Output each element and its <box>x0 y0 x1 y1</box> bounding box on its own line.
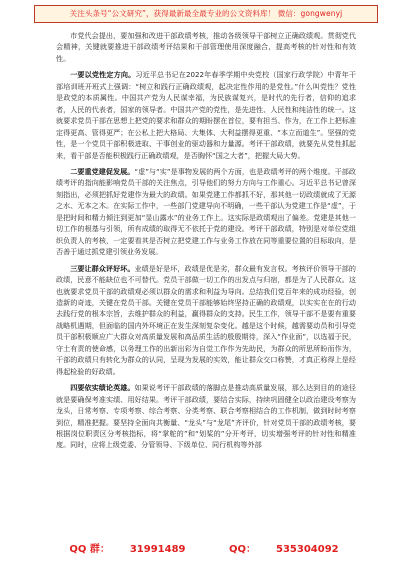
qq-number: 535304092 <box>276 544 339 555</box>
qq-group-label: QQ 群： <box>69 544 110 555</box>
contact-footer <box>0 540 408 555</box>
section-2-body: “虚”与“实”是事物发展的两个方面，也是政绩考评的两个维度。干部政绩考评的指向能影响党员干部的关注焦点，引导他们的努力方向与工作重心。习近平总书记曾深刻指出，必须把抓好党建作为最大的政绩。如果党建工作都抓不好，那其他一切政绩就成了无源之水、无本之木。在实际工作中，一些部门党建导向不明确，一些干部认为党建工作是“虚”，于是把时间和精力倾注到更加“显山露水”的业务工作上。这实际是政绩观出了偏差。党建是其他一切工作的根基与引领，所有成绩的取得无不依托于党的建设。考评干部政绩，特别是对单位党组织负责人的考核，一定要看其是否树立把党建工作与业务工作放在同等重要位置的目标取向，是否善于通过抓党建引领业务发展。 <box>56 166 356 257</box>
section-3 <box>56 263 356 378</box>
section-3-heading: 三要让群众评好坏。 <box>70 263 135 273</box>
section-3-body: 业绩是好是坏，政绩是优是劣，群众最有发言权。考核评价领导干部的政绩，民意不能缺位也不可替代。党员干部做一切工作的出发点与归宿，都是为了人民群众。这也就要求党员干部的政绩观必须以群众的需求和利益为导向。总结我们党百年来的成功经验，创造新的奇迹，关键在党员干部。关键在党员干部能够始终坚持正确的政绩观，以实实在在的行动去践行党的根本宗旨，去维护群众的利益，赢得群众的支持。民生工作，领导干部不是要有重要战略机遇期，但面临的国内外环境正在发生深刻复杂变化。越是这个时候，越需要动员和引导党员干部积极顺应广大群众对高质量发展和高品质生活的殷殷期待，深入“作业面”，以选福于民，守土有责的使命感，以务理工作的出新出彩为自觉工作作为先助民，为群众的所思所盼而作为，干部的政绩只有转化为群众的认同，呈现为发展的实效，能让群众交口称赞，才真正称得上是经得起检验的好政绩。 <box>56 263 356 376</box>
qq-group <box>59 544 195 555</box>
section-4-heading: 四要依实绩论英雄。 <box>70 383 135 393</box>
section-1-body: 习近平总书记在2022年春季学期中央党校（国家行政学院）中青年干部培训班开班式上强调：“树立和践行正确政绩观，起决定性作用的是党性。”什么叫党性？党性是政党的本质属性。中国共产党为人民谋幸福，为民族谋复兴，是时代的先行者，信仰的追求者，人民的代表者，国家的领导者。中国共产党的党性，是先进性、人民性和纯洁性的统一。这就要求党员干部在思想上把党的要求和群众的期盼摆在首位，要有担当、作为，在工作上把标准定得更高、管得更严；在公私上把大格局、大集体、大利益摆得更重、“本立而道生”。坚强的党性，是一个党员干部积极进取、干事创业的驱动器和力量源。考评干部政绩，就要先从党性抓起来，看干部是否能积极践行正确政绩观，是否胸怀“国之大者”，把握大局大势。 <box>56 70 356 160</box>
section-1-heading: 一要以党性定方向。 <box>70 70 136 80</box>
section-2 <box>56 166 356 258</box>
promo-banner: 关注头条号“公文研究”，获得最新最全最专业的公文资料库！ 微信：gongwenyj <box>34 5 378 23</box>
section-1 <box>56 69 356 161</box>
qq-contact <box>219 544 349 555</box>
section-4 <box>56 382 356 451</box>
section-2-heading: 二要重党建促发展。 <box>70 166 135 176</box>
section-4-body: 如果说考评干部政绩的落脚点是推动高质量发展，那么达到目的的途径就是要确保考准实绩、用好结果。考评干部政绩，要结合实际，持续巩固健全以政治建设考察为龙头，日常考察、专项考察、综合考察、分类考察、联合考察相结合的工作机制，做到时时考察到位，精准把握。要坚持全面向共衡量、“龙头”与“龙尾”齐评价，针对党员干部的政绩考核，要根据岗位职责区分考核指标，将“掌舵的”和“划桨的”分开考评，切实增强考评的针对性和精准度。同时，应将上级党委、分管领导、下级单位、同行机构等外部 <box>56 383 356 450</box>
qq-label: QQ： <box>229 544 257 555</box>
intro-paragraph: 市党代会提出，要加强和改进干部政绩考核，推动各级领导干部树立正确政绩观。贯彻党代会精神，关键就要推进干部政绩考评结果和干部管理使用深度融合，提高考核的针对性和有效性。 <box>56 31 356 63</box>
document-body <box>56 30 356 530</box>
qq-group-number: 31991489 <box>129 544 186 555</box>
